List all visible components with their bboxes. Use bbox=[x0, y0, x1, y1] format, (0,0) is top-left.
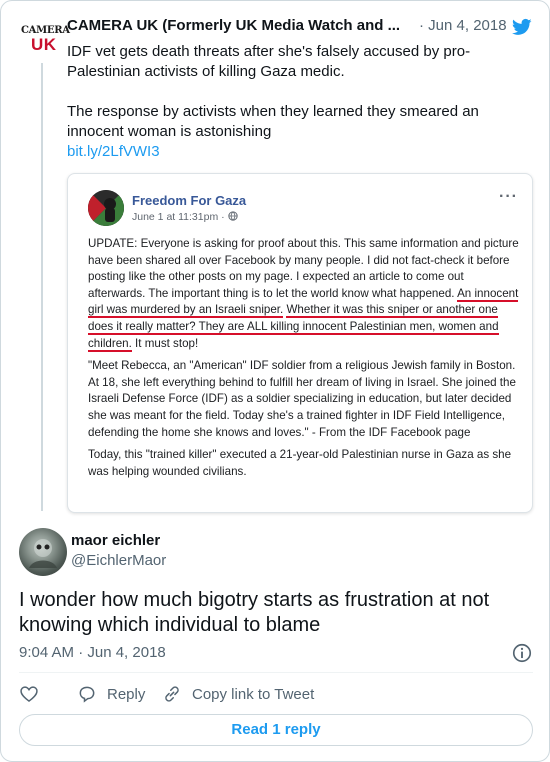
reply-icon bbox=[77, 684, 97, 704]
facebook-paragraph-1: UPDATE: Everyone is asking for proof about this. This same information and picture have been shared all over Facebook by many people. I did not fact-check it before posting like the other posts on my page. I expected an article to come out afterwards. The important thing is to let the world know what happened. An innocent girl was murdered by an Israeli sniper. Whether it was this sniper or another one does it really matter? They are ALL killing innocent Palestinian men, women and children. It must stop! bbox=[88, 237, 519, 350]
read-replies-button[interactable]: Read 1 reply bbox=[19, 714, 533, 746]
thread-connector-line bbox=[41, 63, 43, 511]
info-icon[interactable] bbox=[511, 642, 533, 664]
reply-button[interactable] bbox=[77, 683, 145, 705]
like-button[interactable] bbox=[19, 683, 39, 705]
red-underlined-text-2: Whether it was this sniper or another one does it really matter? They are ALL killing innocent Palestinian men, women and children. bbox=[88, 303, 499, 350]
reply-tweet-text: I wonder how much bigotry starts as frustration at not knowing which individual to blame bbox=[19, 589, 490, 636]
heart-icon bbox=[19, 684, 39, 704]
facebook-paragraph-3: Today, this "trained killer" executed a 21-year-old Palestinian nurse in Gaza as she was helping wounded civilians. bbox=[88, 448, 512, 478]
reply-label: Reply bbox=[107, 685, 146, 703]
tweet-date[interactable]: · Jun 4, 2018 bbox=[419, 17, 507, 34]
parent-tweet-header bbox=[67, 17, 537, 37]
divider bbox=[19, 672, 533, 673]
reply-timestamp[interactable]: 9:04 AM · Jun 4, 2018 bbox=[19, 644, 166, 661]
logo-text-camera: CAMERA bbox=[21, 25, 70, 36]
link-icon bbox=[162, 684, 182, 704]
author-name[interactable]: CAMERA UK (Formerly UK Media Watch and ... bbox=[67, 17, 401, 34]
logo-text-uk: UK bbox=[31, 35, 57, 54]
red-underlined-text-1: An innocent girl was murdered by an Israeli sniper. bbox=[88, 286, 519, 317]
copy-link-label: Copy link to Tweet bbox=[192, 685, 315, 703]
avatar[interactable] bbox=[19, 528, 67, 576]
tweet-text-line-1: IDF vet gets death threats after she's falsely accused by pro-Palestinian activists of killing Gaza medic. bbox=[67, 43, 471, 80]
facebook-post-screenshot[interactable] bbox=[67, 173, 533, 513]
globe-icon bbox=[228, 211, 238, 221]
tweet-link[interactable]: bit.ly/2LfVWI3 bbox=[67, 143, 160, 160]
facebook-page-name[interactable]: Freedom For Gaza bbox=[132, 193, 247, 208]
facebook-post-body bbox=[88, 236, 520, 486]
facebook-page-avatar bbox=[88, 190, 124, 226]
facebook-post-meta bbox=[132, 211, 238, 223]
twitter-bird-icon[interactable] bbox=[511, 17, 533, 37]
more-options-icon[interactable]: ··· bbox=[499, 188, 518, 205]
reply-author-handle[interactable]: @EichlerMaor bbox=[71, 552, 167, 569]
tweet-text-line-2: The response by activists when they learned they smeared an innocent woman is astonishing bbox=[67, 103, 479, 140]
tweet-actions bbox=[19, 683, 533, 705]
facebook-paragraph-2: "Meet Rebecca, an "American" IDF soldier from a religious Jewish family in Boston. At 18, she left everything behind to fulfill her dream of living in Israel. She joined the Israeli Defense Force (IDF) as a soldier specializing in education, but later decided she was meant for the field. Today she's a trained fighter in IDF Field Intelligence, defending the home she knows and loves." - From the IDF Facebook page bbox=[88, 359, 516, 439]
facebook-post-timestamp: June 1 at 11:31pm · bbox=[132, 211, 228, 223]
camera-uk-logo[interactable] bbox=[21, 23, 70, 57]
copy-link-button[interactable] bbox=[162, 683, 314, 705]
parent-tweet-text bbox=[67, 42, 532, 162]
reply-author-name[interactable]: maor eichler bbox=[71, 532, 161, 549]
